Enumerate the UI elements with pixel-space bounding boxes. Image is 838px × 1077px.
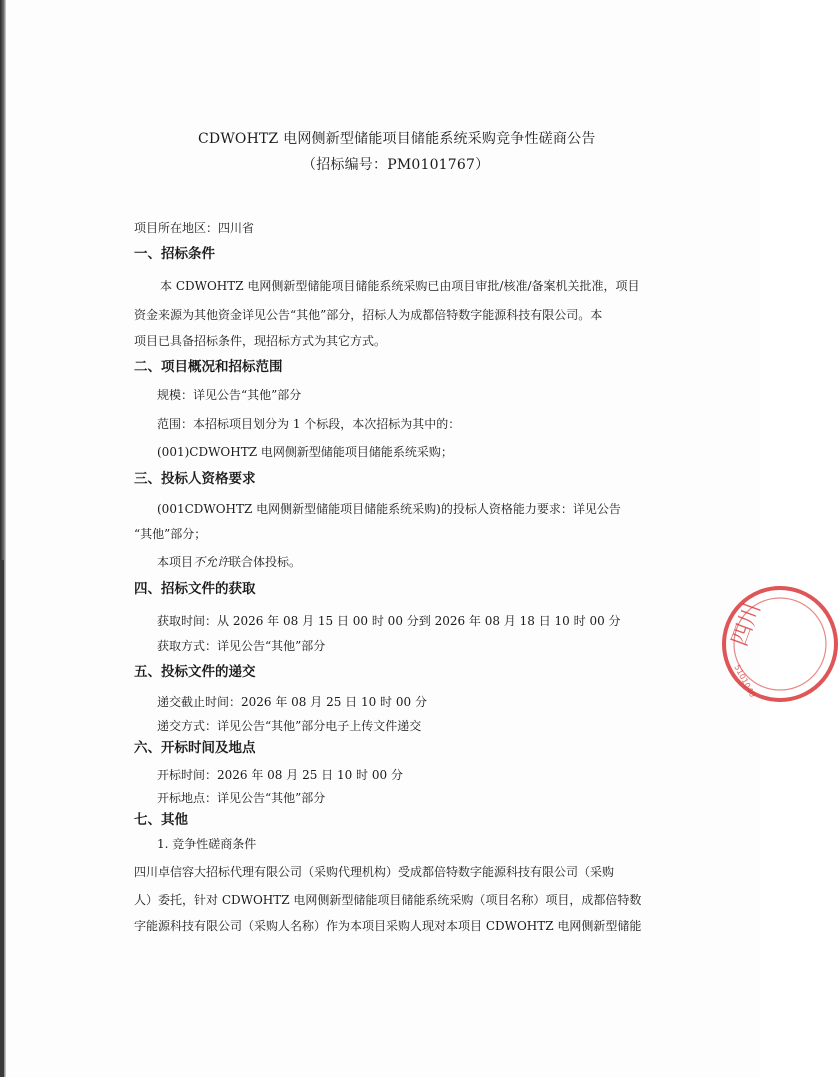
section-heading-2: 二、项目概况和招标范围 xyxy=(134,359,283,375)
section-3-line-1: (001CDWOHTZ 电网侧新型储能项目储能系统采购)的投标人资格能力要求：详见公告 xyxy=(157,502,621,516)
tender-number: （招标编号：PM0101767） xyxy=(302,157,490,173)
section-4-line-1: 获取时间：从 2026 年 08 月 15 日 00 时 00 分到 2026 年 08 月 18 日 10 时 00 分 xyxy=(157,614,621,628)
section-heading-1: 一、招标条件 xyxy=(134,246,215,262)
section-7-line-1: 1. 竞争性磋商条件 xyxy=(157,837,257,851)
section-4-line-2: 获取方式：详见公告“其他”部分 xyxy=(157,639,326,653)
scan-edge-shadow-lower xyxy=(0,560,4,1077)
project-region: 项目所在地区：四川省 xyxy=(134,221,255,235)
section-1-line-1: 本 CDWOHTZ 电网侧新型储能项目储能系统采购已由项目审批/核准/备案机关批准，项目 xyxy=(160,279,640,293)
section-3-line-2: “其他”部分； xyxy=(134,527,207,541)
section-1-line-2: 资金来源为其他资金详见公告“其他”部分，招标人为成都倍特数字能源科技有限公司。本 xyxy=(134,308,603,322)
seal-fragment-text: 四川 xyxy=(727,599,766,650)
section-heading-3: 三、投标人资格要求 xyxy=(134,471,256,487)
section-heading-7: 七、其他 xyxy=(134,812,188,828)
section-6-line-2: 开标地点：详见公告“其他”部分 xyxy=(157,791,326,805)
seal-number-fragment: 5101040 xyxy=(732,663,758,699)
section-heading-5: 五、投标文件的递交 xyxy=(134,664,256,680)
consortium-prefix: 本项目 xyxy=(157,555,194,569)
section-1-line-3: 项目已具备招标条件，现招标方式为其它方式。 xyxy=(134,334,387,348)
section-5-line-1: 递交截止时间：2026 年 08 月 25 日 10 时 00 分 xyxy=(157,695,427,709)
consortium-suffix: 联合体投标。 xyxy=(229,555,302,569)
section-heading-6: 六、开标时间及地点 xyxy=(134,740,256,756)
section-7-line-4: 字能源科技有限公司（采购人名称）作为本项目采购人现对本项目 CDWOHTZ 电网侧新型储能 xyxy=(134,919,642,933)
section-heading-4: 四、招标文件的获取 xyxy=(134,581,256,597)
official-seal-stamp xyxy=(718,584,838,704)
consortium-statement xyxy=(157,554,301,570)
section-6-line-1: 开标时间：2026 年 08 月 25 日 10 时 00 分 xyxy=(157,768,403,782)
consortium-emphasis: 不允许 xyxy=(193,555,230,569)
section-7-line-3: 人）委托，针对 CDWOHTZ 电网侧新型储能项目储能系统采购（项目名称）项目，成都倍特数 xyxy=(134,893,642,907)
section-2-line-2: 范围：本招标项目划分为 1 个标段，本次招标为其中的： xyxy=(157,417,461,431)
section-7-line-2: 四川卓信容大招标代理有限公司（采购代理机构）受成都倍特数字能源科技有限公司（采购 xyxy=(134,865,615,879)
section-2-line-3: (001)CDWOHTZ 电网侧新型储能项目储能系统采购； xyxy=(157,445,453,459)
section-5-line-2: 递交方式：详见公告“其他”部分电子上传文件递交 xyxy=(157,719,422,733)
document-title: CDWOHTZ 电网侧新型储能项目储能系统采购竞争性磋商公告 xyxy=(198,131,596,147)
section-2-line-1: 规模：详见公告“其他”部分 xyxy=(157,388,302,402)
